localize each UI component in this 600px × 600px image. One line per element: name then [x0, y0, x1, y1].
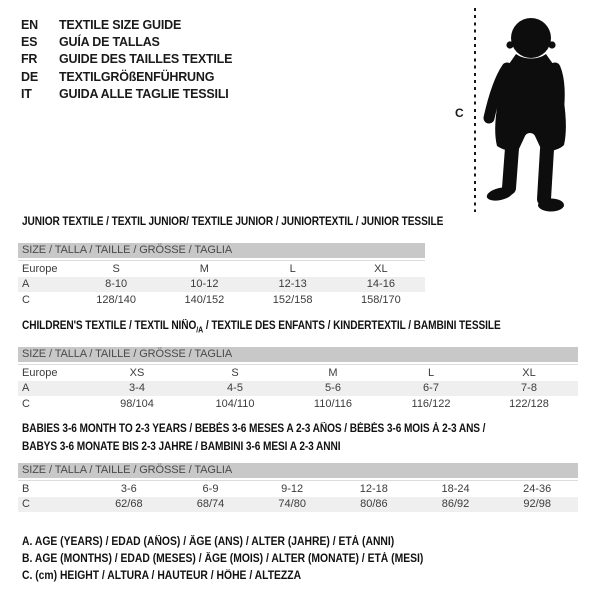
measure-label-c: C: [455, 106, 464, 120]
baby-silhouette: [481, 8, 581, 214]
table-row-months: [18, 481, 578, 497]
size-cell: XL: [522, 366, 536, 379]
height-cell: 74/80: [278, 498, 306, 511]
table-header-bar: SIZE / TALLA / TAILLE / GRÖSSE / TAGLIA: [18, 347, 578, 362]
height-cell: 80/86: [360, 498, 388, 511]
height-cell: 140/152: [184, 293, 225, 306]
age-cell: 4-5: [227, 382, 243, 395]
height-cell: 152/158: [272, 293, 313, 306]
table-row-height: [18, 396, 578, 412]
height-cell: 110/116: [313, 397, 353, 410]
size-cell: L: [289, 262, 296, 275]
height-cell: 158/170: [360, 293, 401, 306]
height-cell: 128/140: [96, 293, 136, 306]
age-cell: 8-10: [105, 278, 128, 291]
guide-title-de: TEXTILGRÖßENFÜHRUNG: [59, 69, 215, 84]
months-cell: 12-18: [359, 482, 388, 495]
language-row-de: [21, 68, 232, 85]
language-header: [21, 16, 232, 102]
height-cell: 62/68: [115, 498, 143, 511]
table-header-bar: SIZE / TALLA / TAILLE / GRÖSSE / TAGLIA: [18, 463, 578, 478]
size-cell: XL: [374, 262, 388, 275]
language-code: ES: [21, 34, 38, 49]
legend: [22, 534, 468, 586]
height-cell: 98/104: [120, 397, 154, 410]
table-row-height: [18, 292, 425, 308]
table-row-europe: [18, 365, 578, 381]
language-row-it: [21, 85, 232, 102]
height-cell: 104/110: [215, 397, 255, 410]
row-label: C: [22, 498, 30, 511]
language-code: EN: [21, 17, 38, 32]
height-cell: 122/128: [509, 397, 549, 410]
guide-title-en: TEXTILE SIZE GUIDE: [59, 17, 182, 32]
language-row-es: [21, 33, 232, 50]
age-cell: 12-13: [278, 278, 307, 291]
height-cell: 86/92: [441, 498, 470, 511]
size-cell: XS: [129, 366, 145, 379]
legend-line-a: A. AGE (YEARS) / EDAD (AÑOS) / ÂGE (ANS) / ALTER (JAHRE) / ETÀ (ANNI): [22, 536, 395, 548]
row-label: B: [22, 482, 30, 495]
guide-title-es: GUÍA DE TALLAS: [59, 34, 160, 49]
height-cell: 116/122: [411, 397, 451, 410]
section-title-children-prefix: CHILDREN'S TEXTILE / TEXTIL NIÑO: [22, 320, 197, 332]
language-code: DE: [21, 69, 38, 84]
row-label: A: [22, 278, 30, 291]
size-table-babies: [18, 463, 578, 512]
age-cell: 14-16: [366, 278, 395, 291]
section-title-babies-line2: BABYS 3-6 MONATE BIS 2-3 JAHRE / BAMBINI 3-6 MESI A 2-3 ANNI: [22, 440, 341, 453]
table-row-europe: [18, 261, 425, 277]
section-title-babies: [22, 421, 485, 456]
guide-title-fr: GUIDE DES TAILLES TEXTILE: [59, 52, 233, 67]
section-title-children: [22, 320, 501, 334]
months-cell: 6-9: [202, 482, 219, 495]
row-label: Europe: [22, 262, 58, 275]
height-measure-dotted-line: [474, 8, 476, 212]
section-title-babies-line1: BABIES 3-6 MONTH TO 2-3 YEARS / BEBÉS 3-6 MESES A 2-3 AÑOS / BÉBÉS 3-6 MOIS À 2-3 ANS /: [22, 423, 486, 435]
height-cell: 92/98: [523, 498, 551, 511]
months-cell: 9-12: [281, 482, 304, 495]
table-row-age: [18, 381, 578, 397]
size-cell: M: [199, 262, 209, 275]
legend-line-c: C. (cm) HEIGHT / ALTURA / HAUTEUR / HÖHE / ALTEZZA: [22, 570, 302, 583]
age-cell: 5-6: [325, 382, 341, 395]
age-cell: 10-12: [190, 278, 219, 291]
section-title-children-sub: /A: [196, 325, 204, 335]
row-label: C: [22, 293, 30, 306]
height-cell: 68/74: [196, 498, 225, 511]
language-code: FR: [21, 52, 38, 67]
table-row-height: [18, 497, 578, 513]
months-cell: 24-36: [523, 482, 552, 495]
row-label: Europe: [22, 366, 58, 379]
section-title-children-suffix: / TEXTILE DES ENFANTS / KINDERTEXTIL / BAMBINI TESSILE: [203, 320, 501, 332]
size-cell: L: [427, 366, 435, 379]
table-row-age: [18, 277, 425, 293]
size-cell: S: [231, 366, 239, 379]
age-cell: 6-7: [423, 382, 439, 395]
size-table-junior: [18, 243, 425, 308]
months-cell: 3-6: [120, 482, 137, 495]
table-header-bar: SIZE / TALLA / TAILLE / GRÖSSE / TAGLIA: [18, 243, 425, 258]
age-cell: 7-8: [521, 382, 537, 395]
row-label: C: [22, 397, 30, 410]
legend-line-b: B. AGE (MONTHS) / EDAD (MESES) / ÂGE (MOIS) / ALTER (MONATE) / ETÀ (MESI): [22, 553, 424, 566]
guide-title-it: GUIDA ALLE TAGLIE TESSILI: [59, 86, 229, 101]
section-title-junior: JUNIOR TEXTILE / TEXTIL JUNIOR/ TEXTILE JUNIOR / JUNIORTEXTIL / JUNIOR TESSILE: [22, 216, 444, 228]
row-label: A: [22, 382, 30, 395]
size-table-children: [18, 347, 578, 412]
size-cell: S: [112, 262, 120, 275]
language-row-en: [21, 16, 232, 33]
age-cell: 3-4: [129, 382, 145, 395]
language-row-fr: [21, 51, 232, 68]
language-code: IT: [21, 86, 32, 101]
months-cell: 18-24: [441, 482, 470, 495]
size-cell: M: [328, 366, 338, 379]
